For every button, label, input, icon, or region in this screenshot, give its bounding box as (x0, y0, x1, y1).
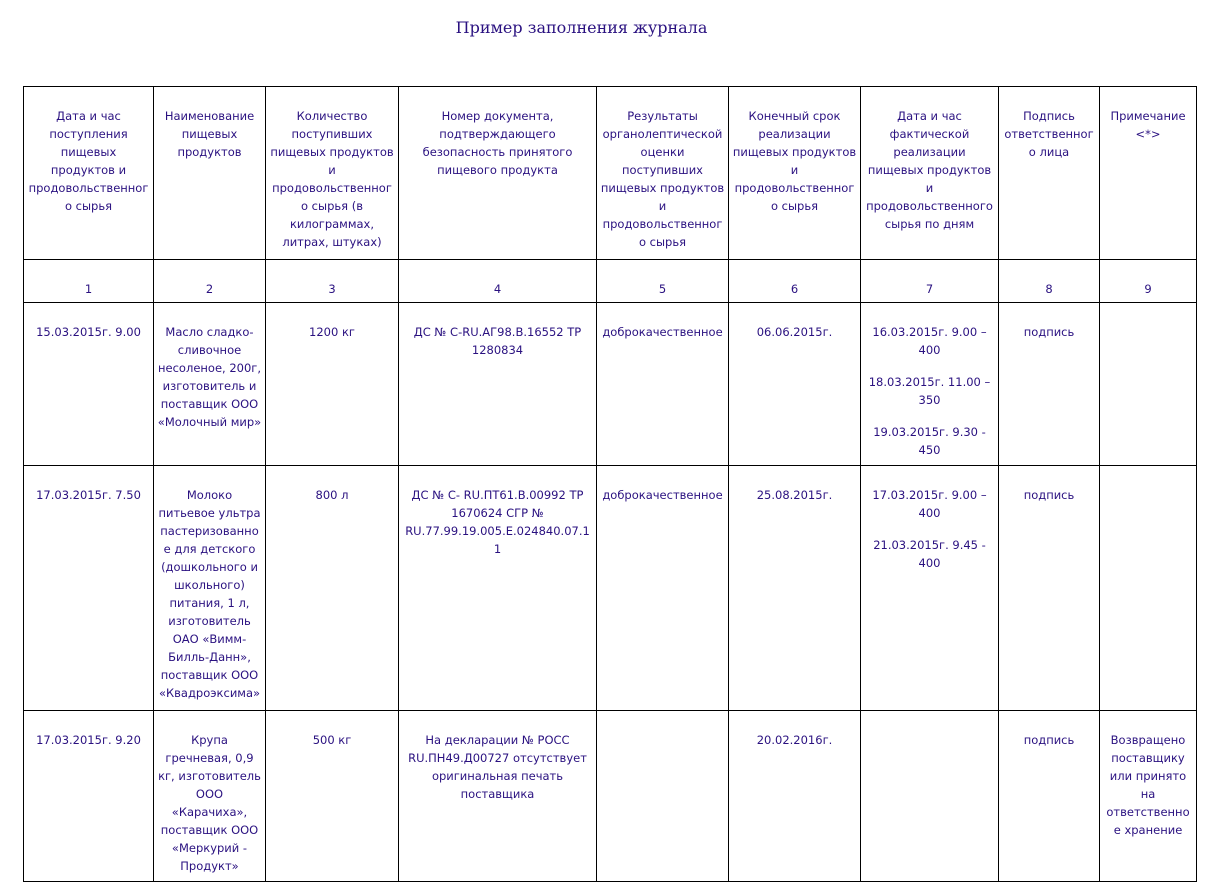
sales-entry: 18.03.2015г. 11.00 – 350 (868, 375, 991, 407)
header-actual-sales: Дата и час фактической реализации пищевых продуктов и продовольственного сырья по дням (861, 87, 999, 260)
evaluation-cell: доброкачественное (597, 466, 729, 711)
quantity-cell: 500 кг (266, 711, 399, 882)
signature-cell: подпись (999, 466, 1100, 711)
note-cell (1100, 466, 1197, 711)
received-datetime-cell: 17.03.2015г. 9.20 (24, 711, 154, 882)
sales-entry: 16.03.2015г. 9.00 – 400 (872, 325, 987, 357)
column-number: 6 (729, 260, 861, 303)
expiry-date-cell: 20.02.2016г. (729, 711, 861, 882)
table-row (24, 466, 1197, 711)
document-line: RU.77.99.19.005.Е.024840.07.11 (405, 524, 590, 556)
header-note: Примечание <*> (1100, 87, 1197, 260)
header-row (24, 87, 1197, 260)
document-line: ДС № C- RU.ПТ61.В.00992 ТР (411, 488, 584, 502)
column-number: 1 (24, 260, 154, 303)
column-number: 3 (266, 260, 399, 303)
column-number: 7 (861, 260, 999, 303)
evaluation-cell: доброкачественное (597, 303, 729, 466)
expiry-date-cell: 06.06.2015г. (729, 303, 861, 466)
safety-document-cell: ДС № C-RU.АГ98.В.16552 ТР 1280834 (399, 303, 597, 466)
quantity-cell: 1200 кг (266, 303, 399, 466)
safety-document-cell: На декларации № РОСС RU.ПН49.Д00727 отсутствует оригинальная печать поставщика (399, 711, 597, 882)
note-cell (1100, 303, 1197, 466)
header-organoleptic-evaluation: Результаты органолептической оценки поступивших пищевых продуктов и продовольственного сырья (597, 87, 729, 260)
table-row (24, 303, 1197, 466)
quantity-cell: 800 л (266, 466, 399, 711)
column-number-row (24, 260, 1197, 303)
safety-document-cell (399, 466, 597, 711)
product-name-cell: Молоко питьевое ультра пастеризованное для детского (дошкольного и школьного) питания, 1 л, изготовитель ОАО «Вимм-Билль-Данн», поставщик ООО «Квадроэксима» (154, 466, 266, 711)
sales-entry: 19.03.2015г. 9.30 - 450 (873, 425, 986, 457)
document-line: 1670624 СГР № (451, 506, 544, 520)
column-number: 8 (999, 260, 1100, 303)
journal-table (23, 86, 1197, 882)
header-safety-document: Номер документа, подтверждающего безопасность принятого пищевого продукта (399, 87, 597, 260)
sales-entry: 21.03.2015г. 9.45 - 400 (873, 538, 986, 570)
table-row (24, 711, 1197, 882)
expiry-date-cell: 25.08.2015г. (729, 466, 861, 711)
header-received-datetime: Дата и час поступления пищевых продуктов и продовольственного сырья (24, 87, 154, 260)
evaluation-cell (597, 711, 729, 882)
column-number: 5 (597, 260, 729, 303)
product-name-cell: Масло сладко-сливочное несоленое, 200г, изготовитель и поставщик ООО «Молочный мир» (154, 303, 266, 466)
header-signature: Подпись ответственного лица (999, 87, 1100, 260)
column-number: 9 (1100, 260, 1197, 303)
received-datetime-cell: 15.03.2015г. 9.00 (24, 303, 154, 466)
column-number: 4 (399, 260, 597, 303)
header-quantity: Количество поступивших пищевых продуктов и продовольственного сырья (в килограммах, литрах, штуках) (266, 87, 399, 260)
column-number: 2 (154, 260, 266, 303)
header-product-name: Наименование пищевых продуктов (154, 87, 266, 260)
actual-sales-cell (861, 466, 999, 711)
actual-sales-cell (861, 711, 999, 882)
actual-sales-cell (861, 303, 999, 466)
product-name-cell: Крупа гречневая, 0,9 кг, изготовитель ООО «Карачиха», поставщик ООО «Меркурий - Продукт» (154, 711, 266, 882)
page-title: Пример заполнения журнала (455, 18, 708, 37)
received-datetime-cell: 17.03.2015г. 7.50 (24, 466, 154, 711)
note-cell: Возвращено поставщику или принято на ответственное хранение (1100, 711, 1197, 882)
sales-entry: 17.03.2015г. 9.00 – 400 (872, 488, 987, 520)
signature-cell: подпись (999, 303, 1100, 466)
signature-cell: подпись (999, 711, 1100, 882)
header-expiry-date: Конечный срок реализации пищевых продуктов и продовольственного сырья (729, 87, 861, 260)
